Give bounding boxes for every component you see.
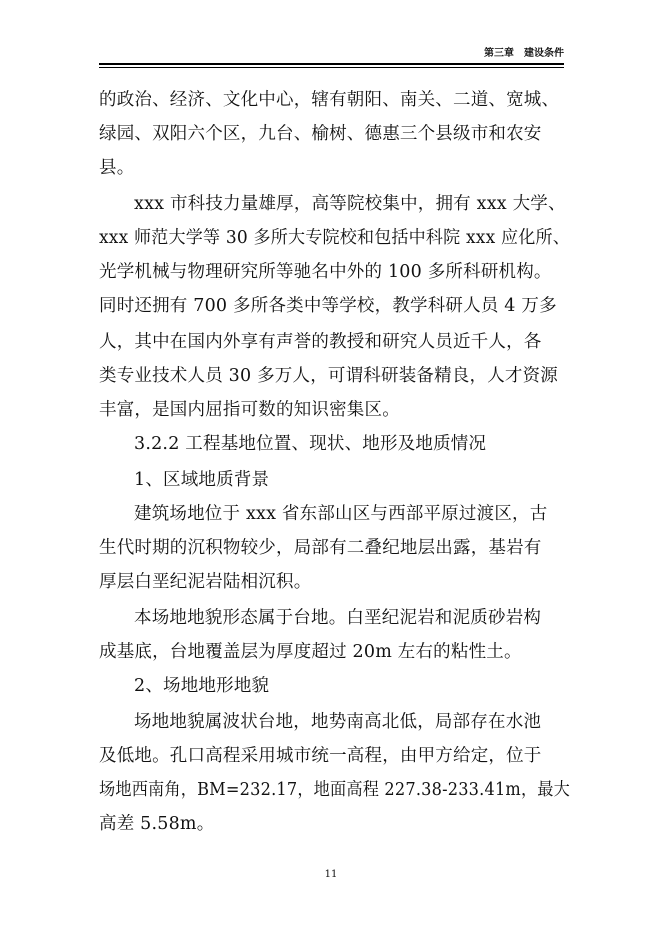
body-text-line: 场地西南角，BM=232.17，地面高程 227.38-233.41m，最大 <box>99 780 570 800</box>
body-text-line: 同时还拥有 700 多所各类中等学校，教学科研人员 4 万多 <box>99 296 557 316</box>
body-text-line: 成基底，台地覆盖层为厚度超过 20m 左右的粘性土。 <box>99 642 522 662</box>
body-text-line: 高差 5.58m。 <box>99 814 215 834</box>
body-text-line: 绿园、双阳六个区，九台、榆树、德惠三个县级市和农安 <box>99 124 542 144</box>
subsection-heading: 1、区域地质背景 <box>134 470 270 490</box>
body-text-line: 场地地貌属波状台地，地势南高北低，局部存在水池 <box>134 712 542 732</box>
page-number: 11 <box>324 869 338 880</box>
body-text-line: 本场地地貌形态属于台地。白垩纪泥岩和泥质砂岩构 <box>134 608 542 628</box>
body-text-line: 县。 <box>99 158 135 178</box>
body-text-line: 厚层白垩纪泥岩陆相沉积。 <box>99 572 312 592</box>
body-text-line: xxx 师范大学等 30 多所大专院校和包括中科院 xxx 应化所、 <box>99 228 570 248</box>
body-text-line: 及低地。孔口高程采用城市统一高程，由甲方给定，位于 <box>99 746 542 766</box>
body-text-line: 光学机械与物理研究所等驰名中外的 100 多所科研机构。 <box>99 262 552 282</box>
body-text-line: 的政治、经济、文化中心，辖有朝阳、南关、二道、宽城、 <box>99 90 560 110</box>
body-text-line: 丰富，是国内屈指可数的知识密集区。 <box>99 400 400 420</box>
running-header: 第三章 建设条件 <box>484 48 564 59</box>
header-rule-thin <box>99 67 564 68</box>
body-text-line: 类专业技术人员 30 多万人，可谓科研装备精良，人才资源 <box>99 366 558 386</box>
body-text-line: 生代时期的沉积物较少，局部有二叠纪地层出露，基岩有 <box>99 538 542 558</box>
body-text-line: xxx 市科技力量雄厚，高等院校集中，拥有 xxx 大学、 <box>134 194 566 214</box>
body-text-line: 建筑场地位于 xxx 省东部山区与西部平原过渡区，古 <box>134 504 548 524</box>
body-text-line: 人，其中在国内外享有声誉的教授和研究人员近千人，各 <box>99 332 542 352</box>
subsection-heading: 2、场地地形地貌 <box>134 676 270 696</box>
section-heading: 3.2.2 工程基地位置、现状、地形及地质情况 <box>134 434 487 454</box>
header-rule-thick <box>99 63 564 65</box>
